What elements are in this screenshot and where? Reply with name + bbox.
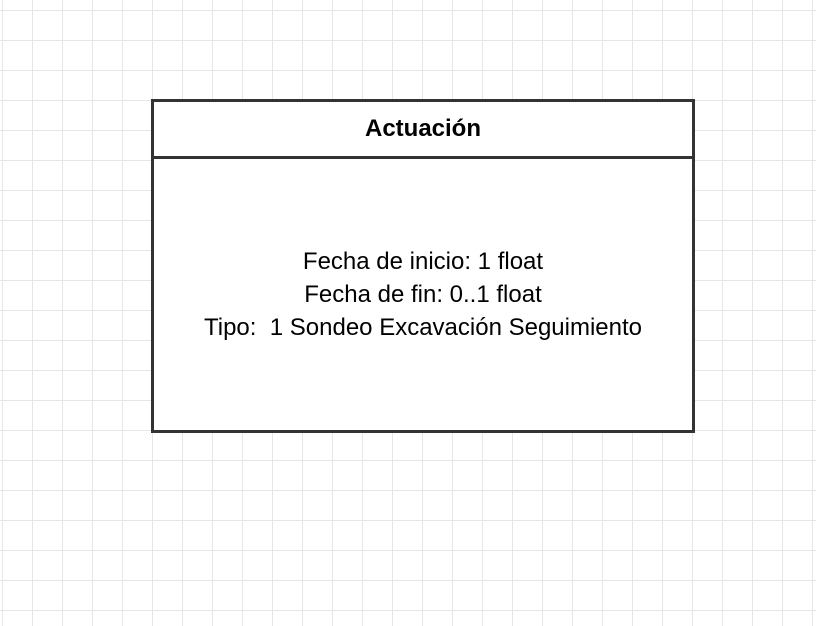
attribute-fecha-de-fin: Fecha de fin: 0..1 float (304, 281, 542, 308)
class-attributes (154, 159, 692, 430)
attribute-tipo: Tipo: 1 Sondeo Excavación Seguimiento (203, 314, 643, 341)
attribute-fecha-de-inicio: Fecha de inicio: 1 float (302, 248, 544, 275)
uml-class-actuacion[interactable] (151, 99, 695, 433)
class-name-header: Actuación (154, 102, 692, 159)
